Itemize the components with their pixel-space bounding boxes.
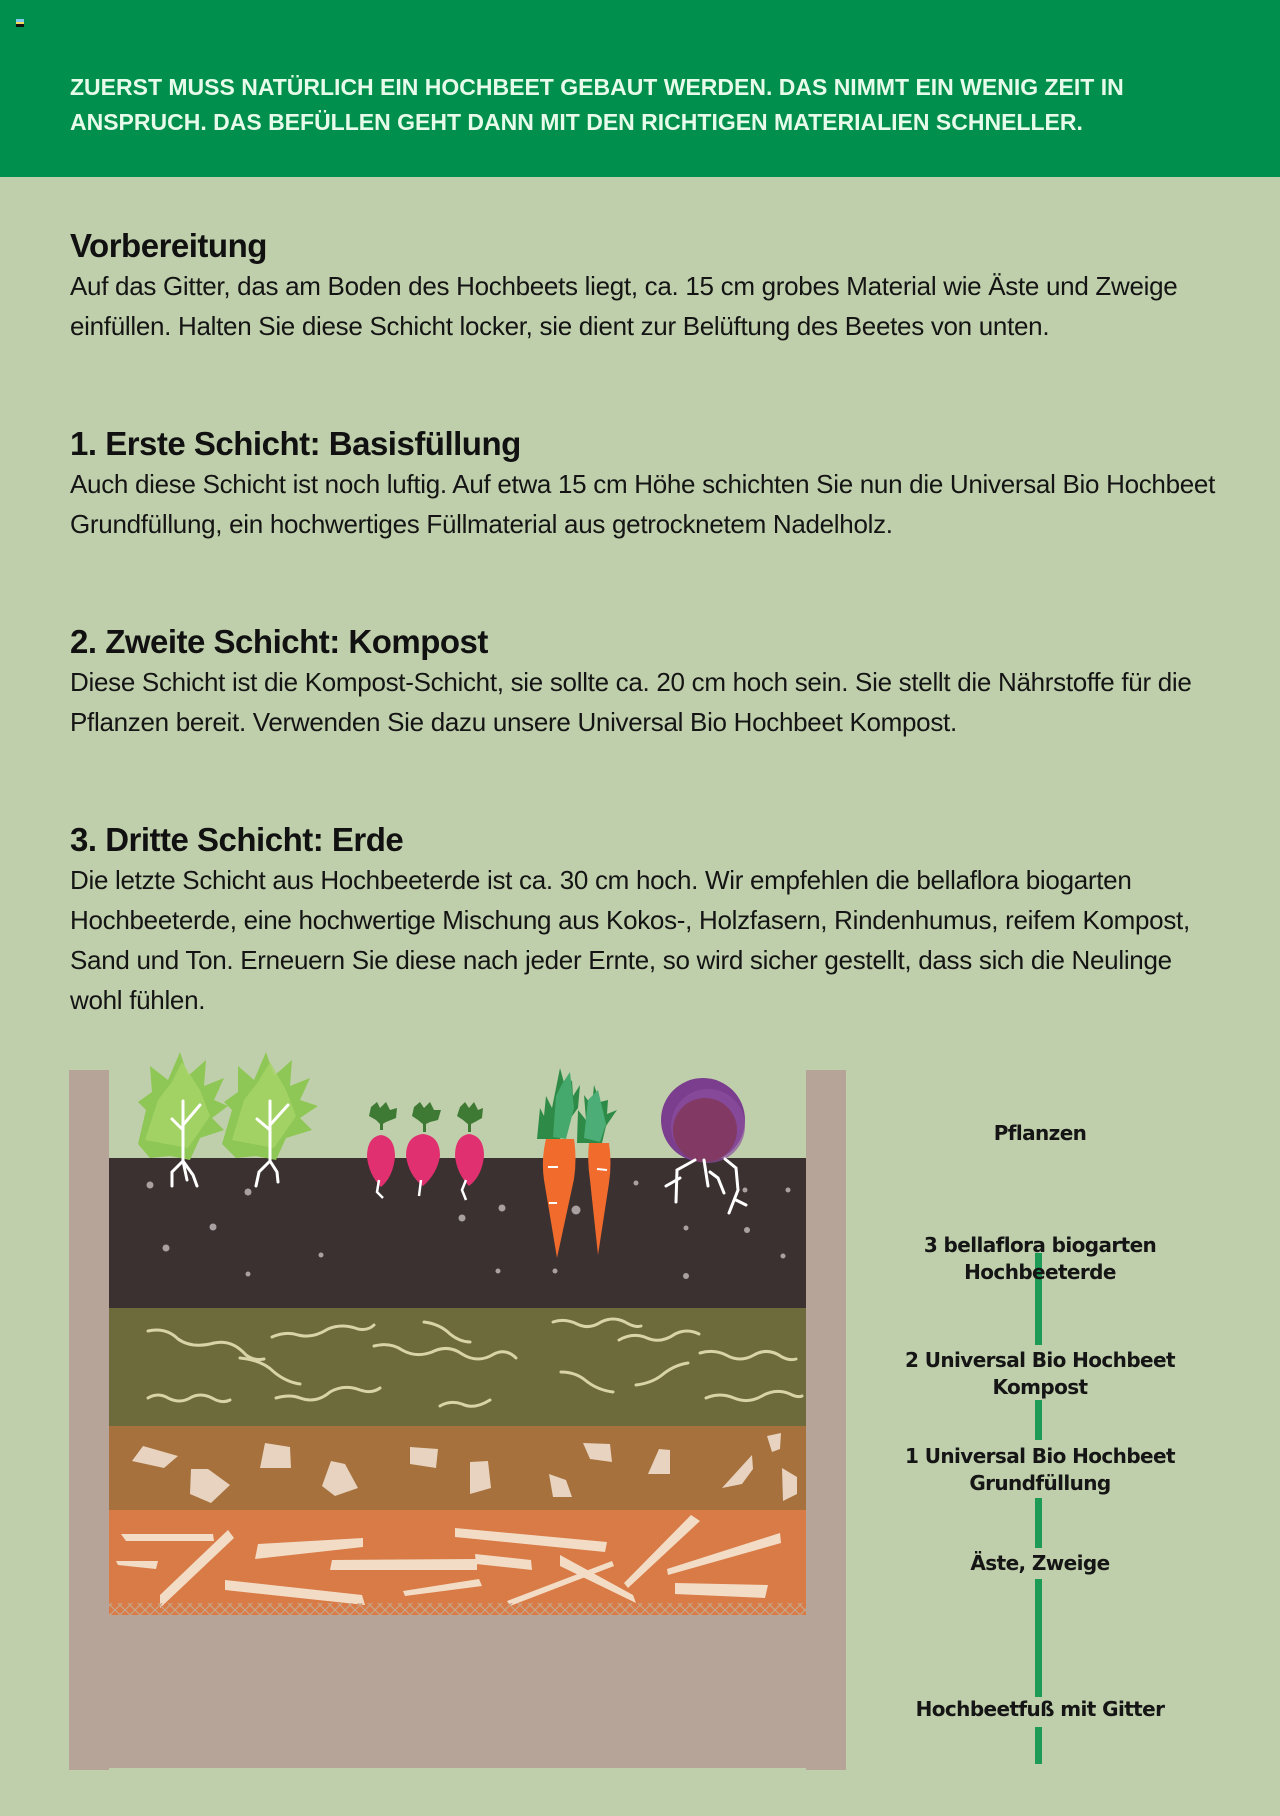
flag-icon [16,19,24,27]
lattice-grid [109,1603,806,1615]
legend-connector [1035,1727,1042,1764]
legend-label-grundfuellung: 1 Universal Bio Hochbeet Grundfüllung [905,1444,1175,1495]
section-body: Diese Schicht ist die Kompost-Schicht, sie sollte ca. 20 cm hoch sein. Sie stellt die Nährstoffe für die Pflanzen bereit. Verwenden Sie dazu unsere Universal Bio Hochbeet Kompost. [70,667,1192,737]
legend-connector [1035,1579,1042,1697]
layer-grundfuellung [109,1426,806,1510]
section-body: Auch diese Schicht ist noch luftig. Auf etwa 15 cm Höhe schichten Sie nun die Universal Bio Hochbeet Grundfüllung, ein hochwertiges Füllmaterial aus getrocknetem Nadelholz. [70,469,1215,539]
layer-aeste-zweige [109,1510,806,1615]
legend-connector [1035,1289,1042,1345]
legend-label-pflanzen: Pflanzen [993,1121,1087,1145]
legend-label-hochbeeterde: 3 bellaflora biogarten Hochbeeterde [923,1233,1157,1284]
layer-legend [880,1100,1200,1800]
section-title: 3. Dritte Schicht: Erde [70,821,404,858]
section-body: Die letzte Schicht aus Hochbeeterde ist ca. 30 cm hoch. Wir empfehlen die bellaflora biogarten Hochbeeterde, eine hochwertige Mischung aus Kokos-, Holzfasern, Rindenhumus, reifem Kompost, Sand und Ton. Erneuern Sie diese nach jeder Ernte, so wird sicher gestellt, dass sich die Neulinge wohl fühlen. [70,865,1190,1015]
section-erste-schicht [70,424,1230,544]
section-body: Auf das Gitter, das am Boden des Hochbeets liegt, ca. 15 cm grobes Material wie Äste und Zweige einfüllen. Halten Sie diese Schicht locker, sie dient zur Belüftung des Beetes von unten. [70,271,1178,341]
layer-kompost [109,1308,806,1426]
raised-bed-diagram [0,1040,900,1816]
legend-connector [1035,1498,1042,1548]
layer-hochbeeterde [109,1158,806,1308]
legend-connector [1035,1400,1042,1440]
section-title: 1. Erste Schicht: Basisfüllung [70,425,521,462]
section-zweite-schicht [70,622,1230,742]
section-dritte-schicht [70,820,1230,1020]
section-title: Vorbereitung [70,227,267,264]
legend-label-hochbeetfuss: Hochbeetfuß mit Gitter [915,1697,1165,1721]
header-intro-text: ZUERST MUSS NATÜRLICH EIN HOCHBEET GEBAUT WERDEN. DAS NIMMT EIN WENIG ZEIT IN ANSPRUCH. DAS BEFÜLLEN GEHT DANN MIT DEN RICHTIGEN MATERIALIEN SCHNELLER. [70,74,1124,135]
section-title: 2. Zweite Schicht: Kompost [70,623,488,660]
section-vorbereitung [70,226,1230,346]
legend-label-kompost: 2 Universal Bio Hochbeet Kompost [905,1348,1175,1399]
header-banner [0,0,1280,177]
legend-label-aeste-zweige: Äste, Zweige [970,1551,1110,1575]
